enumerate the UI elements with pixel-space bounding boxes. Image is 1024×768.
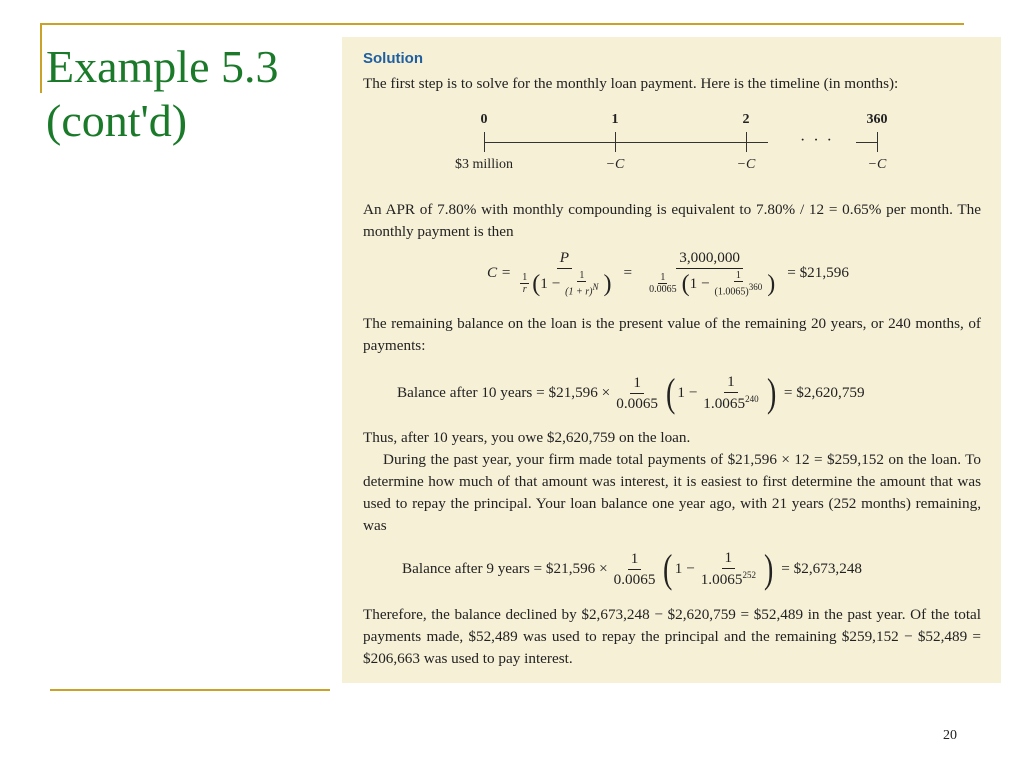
- eq1-loan-amount: 3,000,000: [676, 249, 743, 269]
- timeline-tick: [877, 132, 878, 152]
- eq2-result: = $2,620,759: [783, 384, 865, 401]
- eq1-numeric-fraction: [641, 249, 778, 297]
- eq1-one-minus: 1 −: [540, 274, 561, 292]
- bottom-divider: [50, 689, 330, 691]
- eq1-numeric-discount: [713, 270, 765, 297]
- eq2-one: 1: [630, 374, 644, 394]
- paragraph-conclusion: Therefore, the balance declined by $2,673,248 − $2,620,759 = $52,489 in the past year. Of the total payments made, $52,489 was used to repay the principal and the remaining $259,152 − $52,489 = $206,663 was used to pay interest.: [363, 606, 981, 667]
- eq3-one-over-rate: [611, 550, 659, 589]
- solution-heading: Solution: [363, 50, 423, 67]
- eq1-close-paren: ): [767, 270, 776, 297]
- timeline-tick: [746, 132, 747, 152]
- page-number: 20: [943, 728, 957, 743]
- paragraph-apr: An APR of 7.80% with monthly compounding is equivalent to 7.80% / 12 = 0.65% per month. The monthly payment is then: [363, 201, 981, 240]
- left-divider: [40, 23, 42, 93]
- payment-equation: [487, 250, 849, 296]
- timeline-axis-end: [856, 142, 878, 143]
- eq1-one: 1: [660, 272, 666, 283]
- eq2-one-over-rate: [613, 374, 661, 413]
- eq2-label: Balance after 10 years = $21,596 ×: [397, 384, 611, 401]
- eq1-rate: 0.0065: [649, 284, 677, 295]
- paragraph-timeline-intro: The first step is to solve for the monthly loan payment. Here is the timeline (in months):: [363, 75, 899, 92]
- eq1-r: r: [522, 284, 527, 295]
- slide-title-line2: (cont'd): [46, 95, 188, 146]
- eq1-growth: (1 + r): [565, 286, 593, 298]
- eq1-growth-value: (1.0065): [714, 286, 749, 298]
- eq2-open-paren: (: [665, 370, 676, 415]
- eq1-one-over-rate: [647, 272, 679, 295]
- eq3-open-paren: (: [663, 546, 673, 591]
- timeline-ellipsis: · · ·: [800, 132, 834, 149]
- eq1-open-paren: (: [532, 270, 541, 297]
- timeline-cashflow: −C: [867, 157, 887, 172]
- timeline-cashflow: −C: [736, 157, 756, 172]
- eq1-equals: =: [623, 264, 633, 281]
- timeline-cashflow: $3 million: [455, 157, 513, 172]
- eq3-one: 1: [722, 549, 736, 569]
- timeline-axis: [484, 142, 768, 143]
- eq3-label: Balance after 9 years = $21,596 ×: [402, 560, 608, 577]
- eq1-denominator: [514, 269, 614, 297]
- eq2-close-paren: ): [766, 370, 776, 415]
- eq3-close-paren: ): [763, 546, 774, 591]
- timeline-tick: [484, 132, 485, 152]
- loan-timeline: [440, 108, 910, 180]
- eq1-one: 1: [522, 272, 528, 283]
- eq1-close-paren: ): [603, 270, 612, 297]
- eq3-result: = $2,673,248: [781, 560, 863, 577]
- slide-title: [46, 40, 326, 148]
- eq3-base: 1.0065: [700, 571, 743, 589]
- timeline-period-label: 2: [742, 112, 750, 127]
- eq2-rate: 0.0065: [616, 394, 658, 412]
- balance-9-years-equation: [402, 546, 862, 592]
- eq2-base: 1.0065: [703, 395, 746, 413]
- paragraph-past-year: During the past year, your firm made total payments of $21,596 × 12 = $259,152 on the loan. To determine how much of that amount was interest, it is easiest to first determine the amount that was used to repay the principal. Your loan balance one year ago, with 21 years (252 months) remaining, was: [363, 451, 981, 534]
- eq1-one-over-r: [520, 272, 529, 295]
- eq1-exponent: N: [592, 281, 599, 292]
- eq1-numerator: P: [557, 249, 572, 269]
- top-divider: [40, 23, 964, 25]
- eq1-one: 1: [735, 269, 741, 281]
- eq1-one: 1: [579, 269, 585, 281]
- eq1-lhs: C =: [487, 264, 512, 281]
- slide-title-line1: Example 5.3: [46, 41, 279, 92]
- eq1-result: = $21,596: [787, 264, 849, 281]
- eq2-one-minus: 1 −: [677, 384, 698, 401]
- timeline-period-label: 0: [480, 112, 488, 127]
- eq3-discount-fraction: [698, 549, 759, 589]
- eq1-discount-fraction: [563, 270, 600, 297]
- paragraph-remaining-balance: The remaining balance on the loan is the present value of the remaining 20 years, or 240 months, of payments:: [363, 315, 981, 354]
- eq3-exponent: 252: [742, 569, 756, 580]
- balance-10-years-equation: [397, 370, 865, 416]
- paragraph-owe: Thus, after 10 years, you owe $2,620,759 on the loan.: [363, 429, 691, 446]
- eq3-rate: 0.0065: [613, 570, 656, 588]
- eq1-symbolic-fraction: [514, 249, 614, 297]
- eq2-one: 1: [724, 373, 738, 393]
- eq3-one: 1: [628, 550, 642, 570]
- timeline-period-label: 1: [611, 112, 619, 127]
- timeline-tick: [615, 132, 616, 152]
- eq1-open-paren: (: [681, 270, 690, 297]
- eq1-exponent-value: 360: [748, 281, 763, 292]
- timeline-period-label: 360: [866, 112, 888, 127]
- eq2-discount-fraction: [700, 373, 761, 413]
- eq1-one-minus: 1 −: [689, 274, 710, 292]
- eq2-exponent: 240: [745, 393, 759, 404]
- eq3-one-minus: 1 −: [674, 560, 695, 577]
- timeline-cashflow: −C: [605, 157, 625, 172]
- eq1-numeric-denominator: [641, 269, 778, 297]
